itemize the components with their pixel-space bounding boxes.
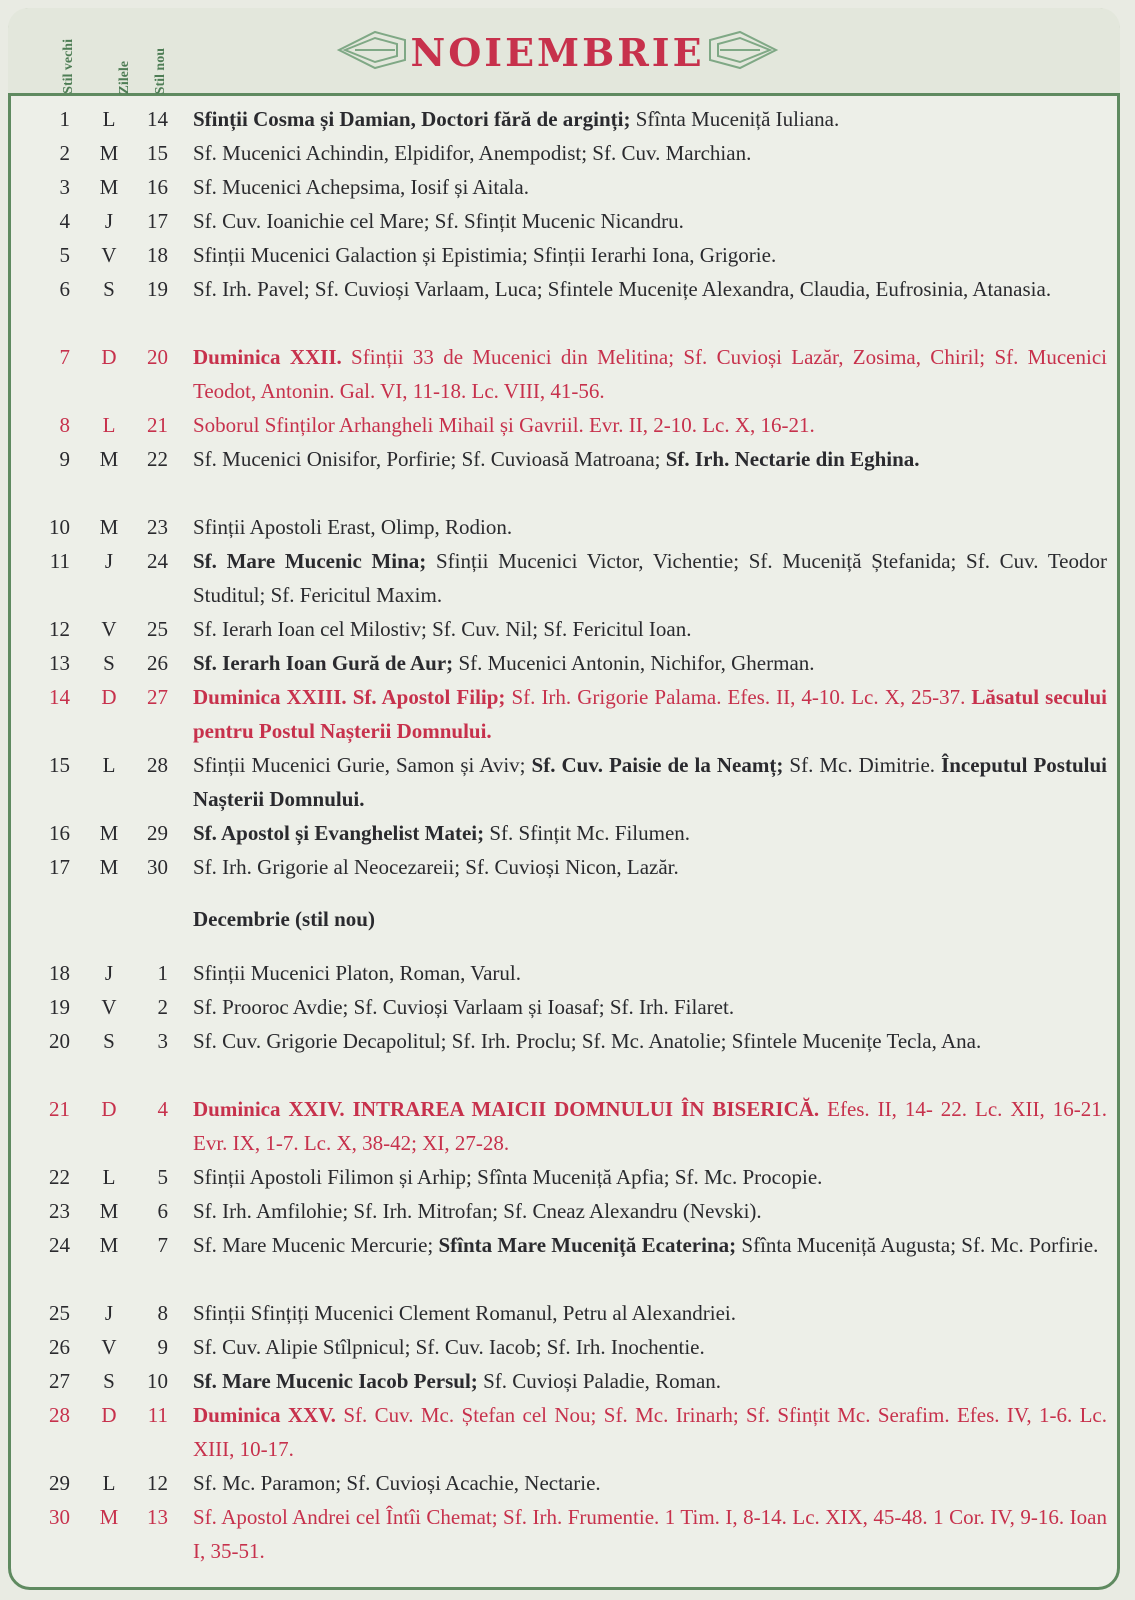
day-old-style: 28: [49, 1403, 70, 1427]
entry-segment: Sf. Mucenici Antonin, Nichifor, Gherman.: [453, 651, 815, 675]
entry-segment: Duminica XXII.: [193, 345, 342, 369]
day-old-style: 16: [49, 821, 70, 845]
weekday: J: [104, 961, 114, 985]
day-entry-text: [193, 1296, 1107, 1330]
day-new-style: 3: [157, 1029, 168, 1053]
day-old-style: 5: [59, 243, 70, 267]
day-row: [0, 1092, 1135, 1160]
weekday: D: [101, 1097, 117, 1121]
day-old-style: 23: [49, 1199, 70, 1223]
day-old-style: 13: [49, 651, 70, 675]
day-new-style: 27: [147, 685, 168, 709]
day-new-style: 10: [147, 1369, 168, 1393]
entry-segment: Sfinții Mucenici Gurie, Samon și Aviv;: [193, 753, 532, 777]
day-new-style: 15: [147, 141, 168, 165]
day-new-style: 20: [147, 345, 168, 369]
weekday: J: [104, 549, 114, 573]
day-row: [0, 238, 1135, 272]
day-row: [0, 816, 1135, 850]
day-row: [0, 204, 1135, 238]
weekday: L: [102, 753, 116, 777]
day-row: [0, 1398, 1135, 1466]
weekday: M: [99, 141, 119, 165]
day-new-style: 21: [147, 413, 168, 437]
weekday: S: [103, 277, 115, 301]
entry-segment: Sfînta Muceniță Iuliana.: [630, 107, 840, 131]
entry-segment: Sfinții Apostoli Filimon și Arhip; Sfînta Muceniță Apfia; Sf. Mc. Procopie.: [193, 1165, 823, 1189]
entry-segment: Sf. Mc. Paramon; Sf. Cuvioși Acachie, Nectarie.: [193, 1471, 601, 1495]
day-entry-text: [193, 1228, 1107, 1262]
day-old-style: 11: [49, 549, 70, 573]
day-entry-text: [193, 204, 1107, 238]
entry-segment: Sf. Cuv. Grigorie Decapolitul; Sf. Irh. Proclu; Sf. Mc. Anatolie; Sfintele Mucenițe Tecla, Ana.: [193, 1029, 982, 1053]
day-entry-text: [193, 1194, 1107, 1228]
weekday: S: [103, 1369, 115, 1393]
entry-segment: Soborul Sfinților Arhangheli Mihail și Gavriil. Evr. II, 2-10. Lc. X, 16-21.: [193, 413, 815, 437]
day-entry-text: [193, 1364, 1107, 1398]
day-old-style: 24: [49, 1233, 70, 1257]
day-old-style: 27: [49, 1369, 70, 1393]
day-entry-text: [193, 442, 1107, 476]
day-row: [0, 850, 1135, 884]
entry-segment: Sfinții Mucenici Victor, Vichentie; Sf. Muceniță Ștefanida; Sf. Cuv. Teodor Studitul; Sf. Fericitul Maxim.: [193, 549, 1107, 607]
day-entry-text: [193, 1160, 1107, 1194]
day-old-style: 26: [49, 1335, 70, 1359]
entry-segment: Sf. Cuv. Mc. Ștefan cel Nou; Sf. Mc. Irinarh; Sf. Sfințit Mc. Serafim. Efes. IV, 1-6. Lc. XIII, 10-17.: [193, 1403, 1107, 1461]
day-old-style: 18: [49, 961, 70, 985]
weekday: L: [102, 1471, 116, 1495]
month-title-banner: [335, 26, 780, 74]
day-old-style: 14: [49, 685, 70, 709]
weekday: M: [99, 1505, 119, 1529]
day-row: [0, 408, 1135, 442]
day-old-style: 12: [49, 617, 70, 641]
day-old-style: 7: [59, 345, 70, 369]
day-row: [0, 1024, 1135, 1092]
entry-segment: Sf. Ierarh Ioan Gură de Aur;: [193, 651, 454, 675]
col-stil-nou: Stil nou: [153, 47, 168, 94]
day-old-style: 1: [59, 107, 70, 131]
day-new-style: 1: [157, 961, 168, 985]
day-new-style: 12: [147, 1471, 168, 1495]
day-entry-text: [193, 612, 1107, 646]
weekday: M: [99, 855, 119, 879]
day-new-style: 17: [147, 209, 168, 233]
day-old-style: 22: [49, 1165, 70, 1189]
day-entry-text: [193, 408, 1107, 442]
day-new-style: 25: [147, 617, 168, 641]
entry-segment: Sf. Apostol și Evanghelist Matei;: [193, 821, 485, 845]
day-entry-text: [193, 340, 1107, 408]
entry-segment: Lăsatul secului pentru Postul Nașterii Domnului.: [193, 685, 1107, 743]
entry-segment: Sf. Irh. Pavel; Sf. Cuvioși Varlaam, Luca; Sfintele Mucenițe Alexandra, Claudia, Eufrosinia, Atanasia.: [193, 277, 1052, 301]
day-entry-text: [193, 1500, 1107, 1568]
day-old-style: 8: [59, 413, 70, 437]
day-old-style: 15: [49, 753, 70, 777]
day-entry-text: [193, 1024, 1107, 1058]
day-entry-text: [193, 816, 1107, 850]
day-row: [0, 136, 1135, 170]
day-row: [0, 1330, 1135, 1364]
weekday: L: [102, 107, 116, 131]
entry-segment: Sf. Mucenici Onisifor, Porfirie; Sf. Cuvioasă Matroana;: [193, 447, 666, 471]
entry-segment: Sf. Cuv. Ioanichie cel Mare; Sf. Sfințit Mucenic Nicandru.: [193, 209, 684, 233]
day-row: [0, 510, 1135, 544]
entry-segment: Sfinții Sfințiți Mucenici Clement Romanul, Petru al Alexandriei.: [193, 1301, 737, 1325]
day-old-style: 30: [49, 1505, 70, 1529]
day-new-style: 14: [147, 107, 168, 131]
entry-segment: Sf. Irh. Grigorie Palama. Efes. II, 4-10. Lc. X, 25-37.: [505, 685, 972, 709]
entry-segment: Sf. Ierarh Ioan cel Milostiv; Sf. Cuv. Nil; Sf. Fericitul Ioan.: [193, 617, 692, 641]
day-old-style: 10: [49, 515, 70, 539]
entry-segment: Sf. Mare Mucenic Iacob Persul;: [193, 1369, 478, 1393]
weekday: L: [102, 1165, 116, 1189]
entry-segment: Sf. Irh. Nectarie din Eghina.: [665, 447, 920, 471]
day-old-style: 19: [49, 995, 70, 1019]
entry-segment: Sfinții Mucenici Galaction și Epistimia; Sfinții Ierarhi Iona, Grigorie.: [193, 243, 777, 267]
day-new-style: 28: [147, 753, 168, 777]
weekday: M: [99, 175, 119, 199]
entry-segment: Sfinții Mucenici Platon, Roman, Varul.: [193, 961, 522, 985]
day-row: [0, 1160, 1135, 1194]
day-row: [0, 1194, 1135, 1228]
day-row: [0, 956, 1135, 990]
day-new-style: 16: [147, 175, 168, 199]
day-old-style: 9: [59, 447, 70, 471]
weekday: S: [103, 651, 115, 675]
entry-segment: Sf. Cuv. Paisie de la Neamț;: [531, 753, 784, 777]
weekday: V: [101, 1335, 117, 1359]
day-new-style: 7: [157, 1233, 168, 1257]
day-entry-text: [193, 1092, 1107, 1160]
weekday: M: [99, 515, 119, 539]
weekday: M: [99, 1233, 119, 1257]
day-new-style: 19: [147, 277, 168, 301]
day-entry-text: [193, 1466, 1107, 1500]
day-entry-text: [193, 850, 1107, 884]
day-new-style: 22: [147, 447, 168, 471]
entry-segment: Sfinții Cosma și Damian, Doctori fără de arginți;: [193, 107, 631, 131]
day-new-style: 8: [157, 1301, 168, 1325]
day-new-style: 30: [147, 855, 168, 879]
day-old-style: 20: [49, 1029, 70, 1053]
day-row: [0, 748, 1135, 816]
day-entry-text: [193, 102, 1107, 136]
day-new-style: 4: [157, 1097, 168, 1121]
day-entry-text: [193, 1398, 1107, 1466]
day-new-style: 2: [157, 995, 168, 1019]
month-title: NOIEMBRIE: [410, 30, 705, 75]
entry-segment: Sfînta Muceniță Augusta; Sf. Mc. Porfirie.: [736, 1233, 1099, 1257]
entry-segment: Duminica XXIII. Sf. Apostol Filip;: [193, 685, 506, 709]
day-new-style: 18: [147, 243, 168, 267]
weekday: M: [99, 1199, 119, 1223]
entry-segment: Sfinții 33 de Mucenici din Melitina; Sf. Cuvioși Lazăr, Zosima, Chiril; Sf. Mucenici Teodot, Antonin. Gal. VI, 11-18. Lc. VIII, 41-56.: [193, 345, 1107, 403]
day-row: [0, 272, 1135, 340]
weekday: M: [99, 821, 119, 845]
entry-segment: Sf. Mucenici Achindin, Elpidifor, Anempodist; Sf. Cuv. Marchian.: [193, 141, 752, 165]
day-row: [0, 340, 1135, 408]
entry-segment: Sf. Mucenici Achepsima, Iosif și Aitala.: [193, 175, 529, 199]
entry-segment: Sfinții Apostoli Erast, Olimp, Rodion.: [193, 515, 513, 539]
day-new-style: 24: [147, 549, 168, 573]
day-row: [0, 612, 1135, 646]
weekday: L: [102, 413, 116, 437]
day-entry-text: [193, 170, 1107, 204]
col-zilele: Zilele: [117, 60, 132, 94]
entry-segment: Sf. Mare Mucenic Mercurie;: [193, 1233, 439, 1257]
day-new-style: 9: [157, 1335, 168, 1359]
day-old-style: 29: [49, 1471, 70, 1495]
entry-segment: Duminica XXV.: [193, 1403, 336, 1427]
day-entry-text: [193, 748, 1107, 816]
weekday: M: [99, 447, 119, 471]
day-new-style: 11: [147, 1403, 168, 1427]
day-old-style: 2: [59, 141, 70, 165]
entry-segment: Sf. Irh. Amfilohie; Sf. Irh. Mitrofan; Sf. Cneaz Alexandru (Nevski).: [193, 1199, 762, 1223]
day-entry-text: [193, 272, 1107, 306]
day-old-style: 4: [59, 209, 70, 233]
day-old-style: 17: [49, 855, 70, 879]
day-new-style: 26: [147, 651, 168, 675]
day-new-style: 13: [147, 1505, 168, 1529]
entry-segment: Sf. Irh. Grigorie al Neocezareii; Sf. Cuvioși Nicon, Lazăr.: [193, 855, 679, 879]
entry-segment: Sf. Mare Mucenic Mina;: [193, 549, 427, 573]
day-new-style: 5: [157, 1165, 168, 1189]
entry-segment: Efes. II, 14- 22. Lc. XII, 16-21. Evr. IX, 1-7. Lc. X, 38-42; XI, 27-28.: [193, 1097, 1107, 1155]
entry-segment: Sf. Cuvioși Paladie, Roman.: [477, 1369, 722, 1393]
day-old-style: 25: [49, 1301, 70, 1325]
day-entry-text: [193, 238, 1107, 272]
day-old-style: 6: [59, 277, 70, 301]
weekday: D: [101, 345, 117, 369]
day-row: [0, 990, 1135, 1024]
weekday: D: [101, 1403, 117, 1427]
day-old-style: 21: [49, 1097, 70, 1121]
section-label-december: Decembrie (stil nou): [193, 907, 375, 931]
day-entry-text: [193, 1330, 1107, 1364]
day-row: [0, 1500, 1135, 1568]
day-row: [0, 544, 1135, 612]
day-new-style: 29: [147, 821, 168, 845]
day-entry-text: [193, 510, 1107, 544]
entry-segment: Sfînta Mare Muceniță Ecaterina;: [438, 1233, 737, 1257]
weekday: D: [101, 685, 117, 709]
day-row: [0, 1296, 1135, 1330]
entry-segment: Sf. Prooroc Avdie; Sf. Cuvioși Varlaam și Ioasaf; Sf. Irh. Filaret.: [193, 995, 735, 1019]
entry-segment: Duminica XXIV. INTRAREA MAICII DOMNULUI ÎN BISERICĂ.: [193, 1097, 820, 1121]
day-entry-text: [193, 956, 1107, 990]
day-entry-text: [193, 136, 1107, 170]
day-row: [0, 170, 1135, 204]
day-old-style: 3: [59, 175, 70, 199]
weekday: V: [101, 617, 117, 641]
entry-segment: Sf. Apostol Andrei cel Întîi Chemat; Sf. Irh. Frumentie. 1 Tim. I, 8-14. Lc. XIX, 45-48. 1 Cor. IV, 9-16. Ioan I, 35-51.: [193, 1505, 1107, 1563]
weekday: S: [103, 1029, 115, 1053]
day-row: [0, 1364, 1135, 1398]
day-row: [0, 1228, 1135, 1296]
weekday: J: [104, 1301, 114, 1325]
entry-segment: Sf. Sfințit Mc. Filumen.: [484, 821, 691, 845]
entry-segment: Sf. Cuv. Alipie Stîlpnicul; Sf. Cuv. Iacob; Sf. Irh. Inochentie.: [193, 1335, 705, 1359]
entry-segment: Începutul Postului Nașterii Domnului.: [193, 753, 1107, 811]
weekday: V: [101, 243, 117, 267]
weekday: V: [101, 995, 117, 1019]
entry-segment: Sf. Mc. Dimitrie.: [783, 753, 942, 777]
weekday: J: [104, 209, 114, 233]
day-entry-text: [193, 646, 1107, 680]
col-stil-vechi: Stil vechi: [61, 39, 76, 94]
day-row: [0, 1466, 1135, 1500]
day-new-style: 23: [147, 515, 168, 539]
day-entry-text: [193, 990, 1107, 1024]
day-row: [0, 442, 1135, 510]
day-row: [0, 680, 1135, 748]
day-row: [0, 102, 1135, 136]
day-entry-text: [193, 680, 1107, 748]
day-new-style: 6: [157, 1199, 168, 1223]
day-entry-text: [193, 544, 1107, 612]
day-row: [0, 646, 1135, 680]
column-headers: [48, 28, 188, 94]
